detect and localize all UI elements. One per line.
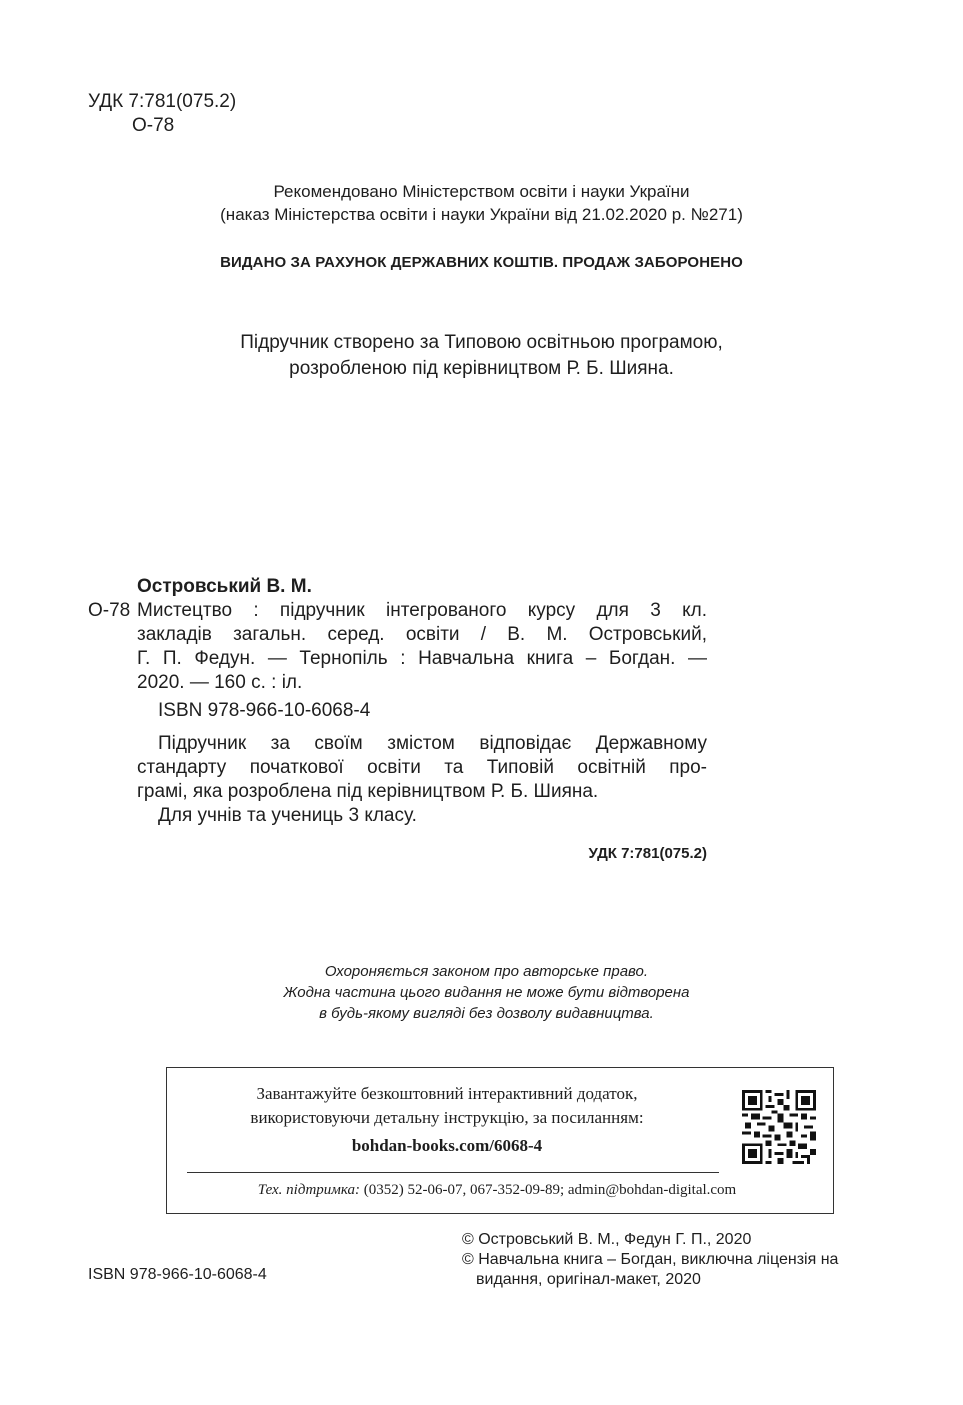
annotation-line: Підручник за своїм змістом відповідає Державному — [158, 733, 707, 754]
bib-annotation — [88, 732, 707, 828]
copyright-notice — [0, 961, 963, 1024]
copyright-notice-line-3: в будь-якому вигляді без дозволу видавництва. — [319, 1005, 654, 1022]
isbn-footer: ISBN 978-966-10-6068-4 — [88, 1266, 267, 1283]
copyright-notice-line-2: Жодна частина цього видання не може бути відтворена — [283, 984, 690, 1001]
copyright-line-1: © Островський В. М., Федун Г. П., 2020 — [462, 1231, 752, 1248]
program-note — [0, 330, 963, 382]
program-line-1: Підручник створено за Типовою освітньою програмою, — [240, 332, 723, 353]
recommendation — [0, 180, 963, 226]
download-link[interactable]: bohdan-books.com/6068-4 — [351, 1136, 543, 1155]
program-line-2: розробленою під керівництвом Р. Б. Шияна. — [289, 358, 674, 379]
download-box — [166, 1067, 834, 1214]
annotation-line: Для учнів та учениць 3 класу. — [158, 805, 417, 826]
bib-author: Островський В. М. — [137, 576, 312, 597]
download-line-2: використовуючи детальну інструкцію, за посиланням: — [250, 1108, 644, 1127]
copyright-notice-line-1: Охороняється законом про авторське право. — [324, 963, 649, 980]
copyright-line-2: © Навчальна книга – Богдан, виключна ліцензія на — [462, 1251, 839, 1268]
bib-udk: УДК 7:781(075.2) — [588, 845, 707, 862]
qr-code-icon[interactable] — [742, 1090, 816, 1164]
author-mark: О-78 — [132, 115, 175, 136]
bibliographic-record — [88, 575, 728, 866]
copyright-line-3: видання, оригінал-макет, 2020 — [476, 1271, 701, 1288]
bib-line: 2020. — 160 с. : іл. — [137, 672, 303, 693]
udk-header — [88, 90, 236, 138]
tech-support-label: Тех. підтримка: — [257, 1182, 360, 1198]
bib-description — [137, 599, 707, 695]
bib-line: закладів загальн. серед. освіти / В. М. Островський, — [137, 624, 707, 645]
annotation-line: стандарту початкової освіти та Типовій освітній про- — [137, 757, 707, 778]
tech-support — [187, 1182, 807, 1199]
recommendation-line-1: Рекомендовано Міністерством освіти і науки України — [273, 182, 690, 201]
bib-line: Мистецтво : підручник інтегрованого курсу для 3 кл. — [137, 600, 707, 621]
tech-support-contacts: (0352) 52-06-07, 067-352-09-89; admin@bohdan-digital.com — [359, 1182, 737, 1198]
bib-isbn: ISBN 978-966-10-6068-4 — [158, 700, 371, 721]
recommendation-line-2: (наказ Міністерства освіти і науки України від 21.02.2020 р. №271) — [220, 205, 743, 224]
bib-code: О-78 — [88, 600, 131, 621]
divider — [187, 1172, 719, 1173]
download-instructions — [187, 1082, 707, 1158]
state-funding-notice: ВИДАНО ЗА РАХУНОК ДЕРЖАВНИХ КОШТІВ. ПРОДАЖ ЗАБОРОНЕНО — [220, 254, 743, 271]
annotation-line: грамі, яка розроблена під керівництвом Р. Б. Шияна. — [137, 781, 599, 802]
udk-code: УДК 7:781(075.2) — [88, 91, 237, 112]
copyright — [462, 1230, 838, 1290]
download-line-1: Завантажуйте безкоштовний інтерактивний додаток, — [256, 1084, 638, 1103]
bib-line: Г. П. Федун. — Тернопіль : Навчальна книга – Богдан. — — [137, 648, 707, 669]
